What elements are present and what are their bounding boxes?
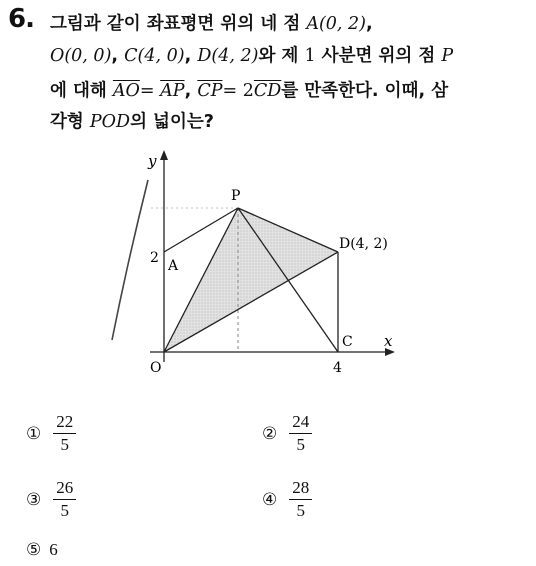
choice-fraction bbox=[289, 478, 312, 522]
coordinate-figure bbox=[90, 140, 410, 380]
x-axis-label: x bbox=[384, 332, 393, 350]
triangle-pod-shading bbox=[164, 208, 338, 352]
label-o: O bbox=[150, 360, 162, 376]
question-line-3-tail: 를 만족한다. 이때, 삼 bbox=[281, 81, 449, 101]
question-line-2 bbox=[50, 42, 453, 67]
label-d: D(4, 2) bbox=[339, 236, 388, 252]
label-a: A bbox=[168, 258, 179, 274]
choice-4[interactable] bbox=[262, 478, 312, 522]
segment-ap: $\overline{AP}$ bbox=[160, 81, 185, 101]
choice-number: ④ bbox=[262, 490, 278, 509]
question-line-4-tail: 의 넓이는? bbox=[130, 112, 214, 132]
label-c: C bbox=[342, 334, 353, 350]
numerator: 28 bbox=[289, 478, 312, 500]
question-line-1-text: 그림과 같이 좌표평면 위의 네 점 bbox=[50, 14, 307, 34]
numerator: 26 bbox=[53, 478, 76, 500]
equals-sign: = bbox=[139, 81, 161, 101]
stray-pen-mark bbox=[112, 180, 148, 340]
y-axis-label: y bbox=[148, 152, 157, 170]
choice-fraction bbox=[289, 412, 312, 456]
segment-cp: $\overline{CP}$ bbox=[197, 81, 223, 101]
label-y-two: 2 bbox=[150, 250, 159, 266]
choice-2[interactable] bbox=[262, 412, 312, 456]
point-a-label: A(0, 2) bbox=[306, 14, 367, 34]
denominator: 5 bbox=[60, 435, 69, 454]
question-line-2-mid: 와 제 bbox=[258, 46, 305, 66]
point-o-label: O(0, 0) bbox=[50, 46, 112, 66]
comma: , bbox=[111, 46, 125, 66]
equals-two: = 2 bbox=[222, 81, 254, 101]
point-p-label: P bbox=[441, 46, 454, 66]
choice-5[interactable] bbox=[26, 540, 58, 560]
segment-cd: $\overline{CD}$ bbox=[253, 81, 282, 101]
choice-fraction bbox=[53, 412, 76, 456]
choice-1[interactable] bbox=[26, 412, 76, 456]
denominator: 5 bbox=[296, 501, 305, 520]
quadrant-number: 1 bbox=[304, 46, 316, 66]
comma: , bbox=[184, 46, 198, 66]
label-p: P bbox=[231, 188, 241, 204]
denominator: 5 bbox=[60, 501, 69, 520]
choice-number: ② bbox=[262, 424, 278, 443]
comma: , bbox=[366, 14, 373, 34]
question-number: 6. bbox=[8, 4, 34, 34]
choice-number: ③ bbox=[26, 490, 42, 509]
choice-number: ① bbox=[26, 424, 42, 443]
comma: , bbox=[184, 81, 198, 101]
choice-value: 6 bbox=[49, 540, 58, 559]
question-line-3-pre: 에 대해 bbox=[50, 81, 113, 101]
denominator: 5 bbox=[296, 435, 305, 454]
question-line-3 bbox=[50, 77, 448, 102]
y-axis-arrow bbox=[160, 150, 168, 160]
triangle-pod-label: POD bbox=[89, 112, 131, 132]
question-line-2-tail: 사분면 위의 점 bbox=[315, 46, 442, 66]
choice-number: ⑤ bbox=[26, 540, 42, 559]
segment-ao: $\overline{AO}$ bbox=[112, 81, 140, 101]
label-x-four: 4 bbox=[333, 360, 342, 376]
numerator: 24 bbox=[289, 412, 312, 434]
choice-3[interactable] bbox=[26, 478, 76, 522]
point-c-label: C(4, 0) bbox=[124, 46, 185, 66]
question-line-4-pre: 각형 bbox=[50, 112, 90, 132]
numerator: 22 bbox=[53, 412, 76, 434]
question-line-4 bbox=[50, 108, 214, 133]
choice-fraction bbox=[53, 478, 76, 522]
question-line-1 bbox=[50, 10, 373, 35]
point-d-label: D(4, 2) bbox=[197, 46, 259, 66]
